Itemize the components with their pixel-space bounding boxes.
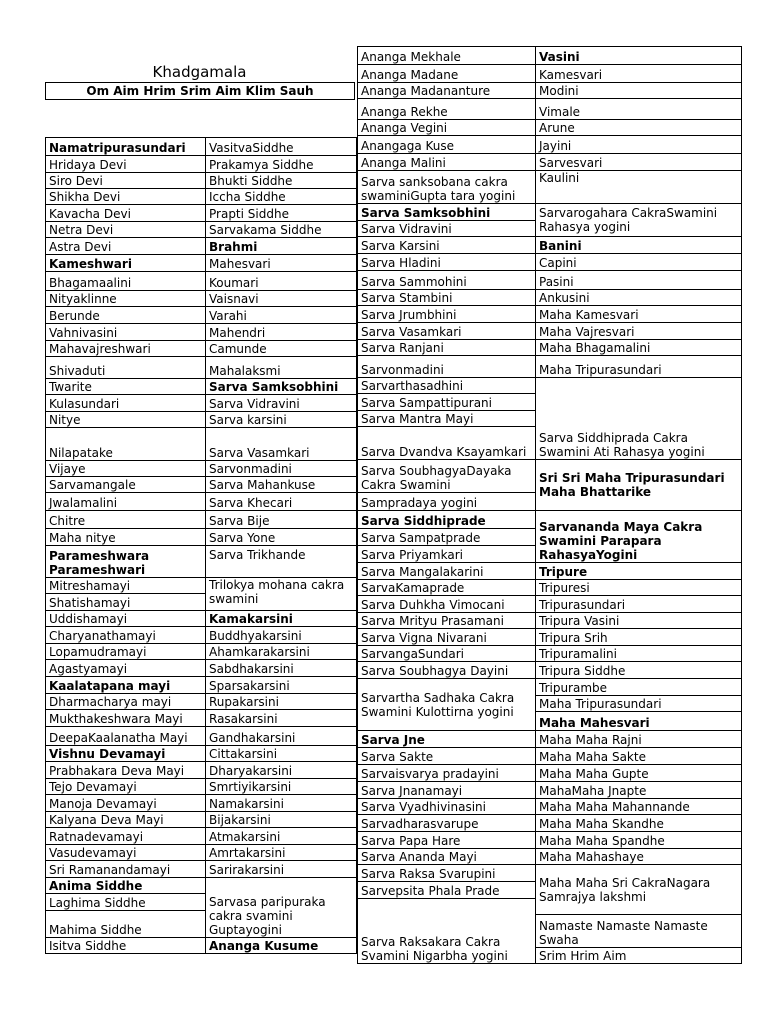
table-cell: Sarva Yone [206,529,357,546]
table-row [46,324,357,341]
table-cell: Sarvonmadini [358,356,536,378]
table-row [358,271,742,290]
table-cell: Ananga Madane [358,65,536,83]
table-cell: Sarva Siddhiprade [358,511,536,529]
table-cell: Atmakarsini [206,828,357,845]
table-cell: Ananga Madananture [358,83,536,99]
table-cell: Ankusini [536,290,742,306]
table-cell: VasitvaSiddhe [206,138,357,156]
table-cell: Srim Hrim Aim [536,948,742,964]
table-row [46,727,357,746]
table-row [358,378,742,394]
table-row [358,47,742,65]
table-cell: Mahima Siddhe [46,911,206,938]
table-cell: Sarva Papa Hare [358,832,536,849]
table-cell: Sarvaisvarya pradayini [358,765,536,782]
table-cell: Netra Devi [46,222,206,238]
table-row [358,460,742,493]
table-row [46,828,357,845]
table-cell: Maha nitye [46,529,206,546]
table-cell: Sarvadharasvarupe [358,815,536,832]
table-cell: Koumari [206,272,357,291]
table-cell: Kameshwari [46,255,206,272]
table-cell: Dharyakarsini [206,762,357,779]
table-row [46,272,357,291]
table-cell: Agastyamayi [46,660,206,677]
table-cell: Tejo Devamayi [46,779,206,795]
table-row [358,748,742,765]
table-cell: Tripure [536,563,742,580]
table-cell: Sarva Vidravini [358,221,536,237]
table-cell: Tripurambe [536,679,742,696]
table-row [358,832,742,849]
table-cell: Sri Sri Maha Tripurasundari Maha Bhattarike [536,460,742,511]
table-cell: Sarva Raksakara Cakra Svamini Nigarbha yogini [358,899,536,964]
table-row [358,323,742,340]
table-row [358,765,742,782]
table-cell: Tripurasundari [536,596,742,613]
table-cell: Sarva Stambini [358,290,536,306]
table-cell: Mahavajreshwari [46,341,206,357]
table-row [358,563,742,580]
table-cell: Sarva Karsini [358,237,536,254]
table-cell: Sarvarogahara CakraSwamini Rahasya yogini [536,204,742,237]
table-row [46,511,357,529]
table-row [358,356,742,378]
table-row [46,660,357,677]
left-name-table [45,137,357,954]
table-row [358,65,742,83]
table-cell: Banini [536,237,742,254]
table-row [46,795,357,812]
table-cell: Kaalatapana mayi [46,677,206,694]
table-row [358,99,742,120]
table-cell: Sarva Khecari [206,493,357,511]
table-cell: Sarva karsini [206,412,357,428]
table-cell: Sarva Vasamkari [358,323,536,340]
table-row [358,679,742,696]
table-cell: Sarvartha Sadhaka Cakra Swamini Kulottirna yogini [358,679,536,731]
table-cell: Kavacha Devi [46,205,206,222]
table-cell: Mahendri [206,324,357,341]
table-cell: Sarirakarsini [206,861,357,878]
table-cell: Prapti Siddhe [206,205,357,222]
table-row [46,238,357,255]
table-cell: Pasini [536,271,742,290]
table-cell: Hridaya Devi [46,156,206,173]
table-row [46,762,357,779]
table-row [358,782,742,799]
table-cell: Sri Ramanandamayi [46,861,206,878]
table-cell: Varahi [206,307,357,324]
table-row [358,629,742,646]
table-row [358,254,742,271]
table-row [46,845,357,861]
table-cell: Anima Siddhe [46,878,206,894]
table-cell: Bhukti Siddhe [206,173,357,189]
mantra-line: Om Aim Hrim Srim Aim Klim Sauh [45,82,355,100]
table-cell: Maha Kamesvari [536,306,742,323]
table-cell: Sarvarthasadhini [358,378,536,394]
table-row [358,849,742,865]
table-cell: Twarite [46,379,206,395]
table-cell: Sarvesvari [536,154,742,171]
table-cell: Ahamkarakarsini [206,644,357,660]
table-row [358,154,742,171]
table-cell: Sarva Sampatprade [358,529,536,546]
table-cell: Namakarsini [206,795,357,812]
table-cell: Sarvananda Maya Cakra Swamini Parapara RahasyaYogini [536,511,742,563]
table-cell: Maha Bhagamalini [536,340,742,356]
table-cell: Nitye [46,412,206,428]
table-cell: Sabdhakarsini [206,660,357,677]
table-cell: Dharmacharya mayi [46,694,206,710]
table-cell: Sarva Dvandva Ksayamkari [358,427,536,460]
table-cell: Sarvonmadini [206,461,357,477]
table-row [46,644,357,660]
table-row [46,222,357,238]
table-row [46,461,357,477]
table-cell: Namatripurasundari [46,138,206,156]
table-row [46,529,357,546]
table-cell: Tripura Siddhe [536,662,742,679]
table-cell: Tripuramalini [536,646,742,662]
table-cell: Ratnadevamayi [46,828,206,845]
table-row [46,779,357,795]
table-cell: Camunde [206,341,357,357]
table-row [46,477,357,493]
table-cell: Sarvamangale [46,477,206,493]
table-cell: Kalyana Deva Mayi [46,812,206,828]
table-cell: Sarva Mahankuse [206,477,357,493]
table-cell: Sarvepsita Phala Prade [358,882,536,899]
table-cell: Sarva Jne [358,731,536,748]
table-cell: Iccha Siddhe [206,189,357,205]
table-row [46,677,357,694]
table-cell: Sarva Trikhande [206,546,357,578]
table-cell: Namaste Namaste Namaste Swaha [536,915,742,948]
table-cell: Sarva Samksobhini [206,379,357,395]
table-row [46,173,357,189]
table-cell: Sarva Raksa Svarupini [358,865,536,882]
table-cell: Charyanathamayi [46,627,206,644]
table-cell: Sarvasa paripuraka cakra svamini Guptayogini [206,878,357,938]
table-cell: Maha Maha Rajni [536,731,742,748]
table-cell: Sarva Ranjani [358,340,536,356]
table-cell: Vaisnavi [206,291,357,307]
table-cell: Maha Mahesvari [536,712,742,731]
table-cell: Vahnivasini [46,324,206,341]
table-row [358,731,742,748]
table-cell: Manoja Devamayi [46,795,206,812]
table-cell: Shatishamayi [46,594,206,611]
table-cell: Kamakarsini [206,611,357,627]
table-row [358,580,742,596]
table-row [46,746,357,762]
table-cell: Capini [536,254,742,271]
table-cell: Sarva Hladini [358,254,536,271]
table-cell: Uddishamayi [46,611,206,627]
table-row [46,428,357,461]
table-cell: Sarva Samksobhini [358,204,536,221]
table-cell: Vasudevamayi [46,845,206,861]
table-cell: Amrtakarsini [206,845,357,861]
table-row [358,596,742,613]
table-row [358,306,742,323]
table-cell: Maha Maha Spandhe [536,832,742,849]
table-cell: Maha Tripurasundari [536,696,742,712]
table-row [46,812,357,828]
table-cell: Shikha Devi [46,189,206,205]
table-cell: Parameshwara Parameshwari [46,546,206,578]
table-row [46,291,357,307]
table-row [358,815,742,832]
table-cell: Sarva Sakte [358,748,536,765]
table-row [46,205,357,222]
table-cell: Anangaga Kuse [358,136,536,154]
table-cell: Chitre [46,511,206,529]
table-cell: Mitreshamayi [46,578,206,594]
table-cell: Ananga Kusume [206,938,357,954]
table-row [46,546,357,578]
table-row [358,799,742,815]
table-row [358,511,742,529]
table-cell: Ananga Vegini [358,120,536,136]
table-cell: Rupakarsini [206,694,357,710]
table-row [46,861,357,878]
table-cell: Sarva Mangalakarini [358,563,536,580]
table-row [358,340,742,356]
table-row [358,613,742,629]
table-cell: Cittakarsini [206,746,357,762]
table-row [46,938,357,954]
table-cell: Vishnu Devamayi [46,746,206,762]
table-cell: Sarva SoubhagyaDayaka Cakra Swamini [358,460,536,493]
table-cell: Berunde [46,307,206,324]
table-cell: Mahesvari [206,255,357,272]
table-cell: Prabhakara Deva Mayi [46,762,206,779]
table-row [46,379,357,395]
table-cell: Sarvakama Siddhe [206,222,357,238]
table-row [46,255,357,272]
table-cell: Vijaye [46,461,206,477]
table-cell: Modini [536,83,742,99]
table-row [46,611,357,627]
table-cell: Ananga Rekhe [358,99,536,120]
document-title: Khadgamala [152,63,247,81]
table-cell: Nityaklinne [46,291,206,307]
table-cell: Gandhakarsini [206,727,357,746]
table-cell: Maha Vajresvari [536,323,742,340]
table-cell: Ananga Mekhale [358,47,536,65]
table-cell: Lopamudramayi [46,644,206,660]
table-row [46,189,357,205]
table-cell: Sarva Sammohini [358,271,536,290]
right-name-table [357,46,742,964]
table-cell: Rasakarsini [206,710,357,727]
table-cell: Maha Mahashaye [536,849,742,865]
table-cell: SarvangaSundari [358,646,536,662]
table-cell: Sarva Sampattipurani [358,394,536,411]
table-cell: Mahalaksmi [206,357,357,379]
table-cell: Buddhyakarsini [206,627,357,644]
table-cell: Tripuresi [536,580,742,596]
table-cell: Tripura Vasini [536,613,742,629]
table-cell: Ananga Malini [358,154,536,171]
table-row [358,237,742,254]
table-cell: Maha Maha Mahannande [536,799,742,815]
table-cell: Kaulini [536,171,742,204]
table-cell: Bhagamaalini [46,272,206,291]
table-row [46,694,357,710]
table-row [46,156,357,173]
table-cell: Siro Devi [46,173,206,189]
table-row [358,120,742,136]
table-cell: Sarva Ananda Mayi [358,849,536,865]
table-cell: Sarva Vasamkari [206,428,357,461]
table-row [358,662,742,679]
table-row [46,627,357,644]
table-cell: DeepaKaalanatha Mayi [46,727,206,746]
table-cell: Maha Maha Sri CakraNagara Samrajya lakshmi [536,865,742,915]
table-cell: Prakamya Siddhe [206,156,357,173]
table-cell: Sampradaya yogini [358,493,536,511]
table-cell: Arune [536,120,742,136]
table-cell: Laghima Siddhe [46,894,206,911]
table-cell: Brahmi [206,238,357,255]
table-cell: Mukthakeshwara Mayi [46,710,206,727]
table-cell: Jwalamalini [46,493,206,511]
table-row [358,290,742,306]
table-row [358,646,742,662]
table-cell: Sarva Vigna Nivarani [358,629,536,646]
table-row [358,171,742,204]
table-row [46,138,357,156]
table-cell: Sarva Jrumbhini [358,306,536,323]
table-row [46,878,357,894]
table-cell: Tripura Srih [536,629,742,646]
table-cell: Sarva Vyadhivinasini [358,799,536,815]
table-cell: Smrtiyikarsini [206,779,357,795]
table-cell: Maha Maha Sakte [536,748,742,765]
table-cell: Vasini [536,47,742,65]
table-cell: Shivaduti [46,357,206,379]
table-row [46,341,357,357]
table-cell: Sarva Mantra Mayi [358,411,536,427]
table-cell: MahaMaha Jnapte [536,782,742,799]
table-cell: Kamesvari [536,65,742,83]
table-row [358,865,742,882]
table-cell: Nilapatake [46,428,206,461]
table-cell: Sarva Mrityu Prasamani [358,613,536,629]
table-cell: Maha Maha Skandhe [536,815,742,832]
table-cell: Maha Maha Gupte [536,765,742,782]
table-cell: SarvaKamaprade [358,580,536,596]
table-cell: Sarva Bije [206,511,357,529]
table-cell: Sarva Duhkha Vimocani [358,596,536,613]
table-row [46,357,357,379]
table-cell: Bijakarsini [206,812,357,828]
table-cell: Sparsakarsini [206,677,357,694]
table-cell: Vimale [536,99,742,120]
table-row [358,136,742,154]
table-cell: Sarva Jnanamayi [358,782,536,799]
table-cell: Maha Tripurasundari [536,356,742,378]
table-cell: Sarva Siddhiprada Cakra Swamini Ati Rahasya yogini [536,378,742,460]
table-cell: Sarva sanksobana cakra swaminiGupta tara yogini [358,171,536,204]
table-cell: Jayini [536,136,742,154]
table-cell: Sarva Priyamkari [358,546,536,563]
table-cell: Isitva Siddhe [46,938,206,954]
table-row [46,412,357,428]
table-cell: Trilokya mohana cakra swamini [206,578,357,611]
table-row [46,307,357,324]
table-row [46,395,357,412]
table-cell: Sarva Soubhagya Dayini [358,662,536,679]
table-row [358,204,742,221]
table-row [46,578,357,594]
table-cell: Sarva Vidravini [206,395,357,412]
table-row [46,493,357,511]
table-row [358,83,742,99]
table-row [46,710,357,727]
table-cell: Astra Devi [46,238,206,255]
table-cell: Kulasundari [46,395,206,412]
